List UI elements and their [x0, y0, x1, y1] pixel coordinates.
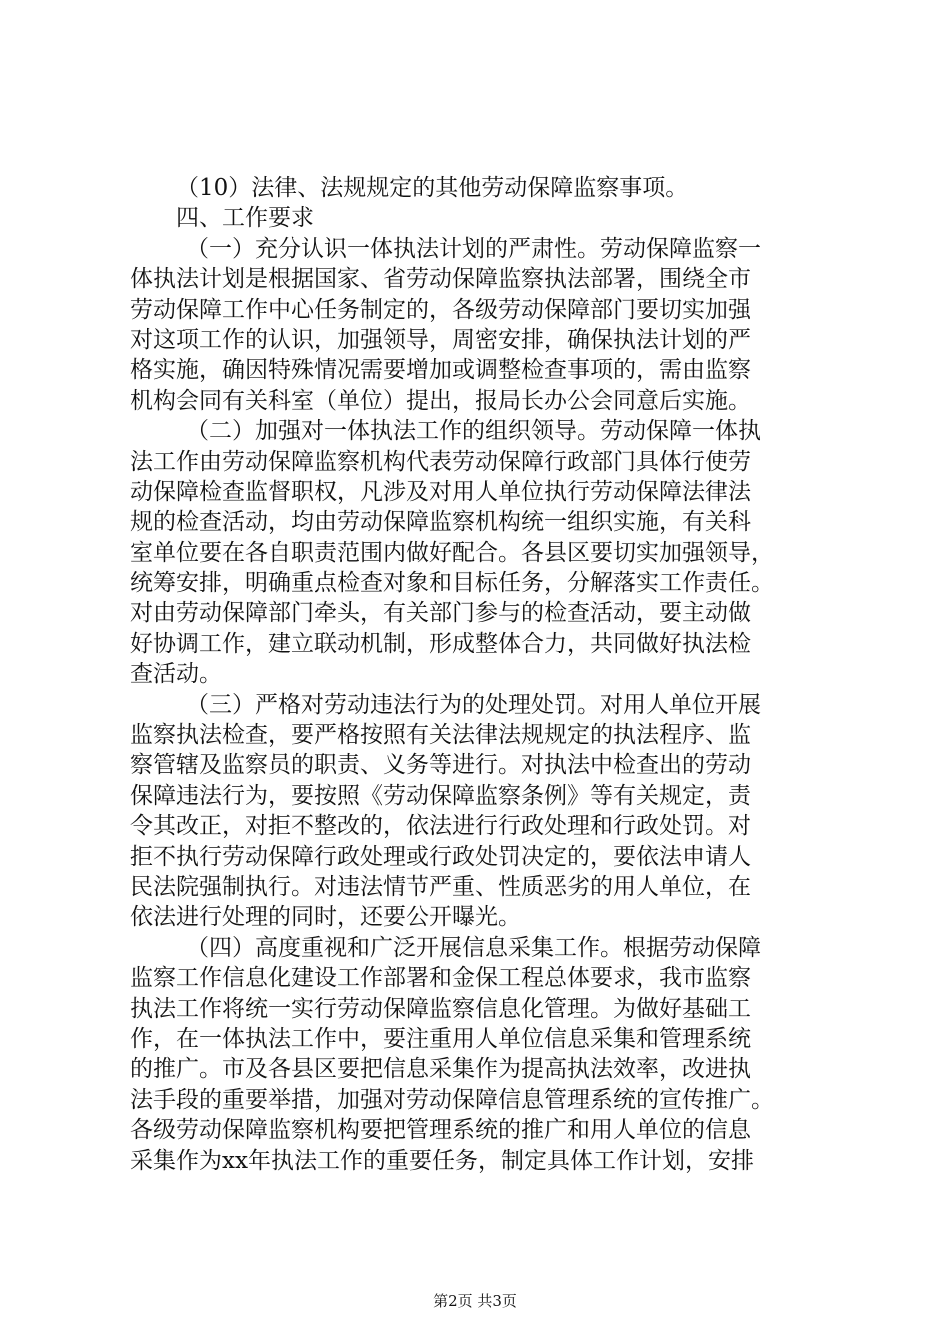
paragraph-line: 动保障检查监督职权，凡涉及对用人单位执行劳动保障法律法 [130, 478, 751, 505]
section-heading: 四、工作要求 [176, 205, 314, 232]
paragraph-line: 的推广。市及各县区要把信息采集作为提高执法效率，改进执 [130, 1056, 751, 1083]
document-body [130, 173, 830, 1176]
paragraph-line: （二）加强对一体执法工作的组织领导。劳动保障一体执 [186, 418, 761, 445]
paragraph-line: 格实施，确因特殊情况需要增加或调整检查事项的，需由监察 [130, 357, 751, 384]
paragraph-line: 监察执法检查，要严格按照有关法律法规规定的执法程序、监 [130, 722, 751, 749]
paragraph-line: 各级劳动保障监察机构要把管理系统的推广和用人单位的信息 [130, 1117, 751, 1144]
paragraph-line: 民法院强制执行。对违法情节严重、性质恶劣的用人单位，在 [130, 873, 751, 900]
paragraph-line: 对这项工作的认识，加强领导，周密安排，确保执法计划的严 [130, 326, 751, 353]
paragraph-line: （三）严格对劳动违法行为的处理处罚。对用人单位开展 [186, 691, 761, 718]
paragraph-line: 作，在一体执法工作中，要注重用人单位信息采集和管理系统 [130, 1025, 751, 1052]
paragraph-line: 统筹安排，明确重点检查对象和目标任务，分解落实工作责任。 [130, 570, 774, 597]
paragraph-line: 察管辖及监察员的职责、义务等进行。对执法中检查出的劳动 [130, 752, 751, 779]
page-number: 第2页 共3页 [433, 1292, 517, 1310]
paragraph-line: 采集作为xx年执法工作的重要任务，制定具体工作计划，安排 [130, 1147, 754, 1174]
paragraph-line: 法工作由劳动保障监察机构代表劳动保障行政部门具体行使劳 [130, 448, 751, 475]
paragraph-line: 劳动保障工作中心任务制定的，各级劳动保障部门要切实加强 [130, 296, 751, 323]
paragraph-line: 保障违法行为，要按照《劳动保障监察条例》等有关规定，责 [130, 782, 751, 809]
paragraph-line: （10）法律、法规规定的其他劳动保障监察事项。 [176, 175, 689, 201]
paragraph-line: 查活动。 [130, 661, 222, 688]
paragraph-line: 机构会同有关科室（单位）提出，报局长办公会同意后实施。 [130, 387, 751, 414]
paragraph-line: 令其改正，对拒不整改的，依法进行行政处理和行政处罚。对 [130, 813, 751, 840]
paragraph-line: 依法进行处理的同时，还要公开曝光。 [130, 904, 521, 931]
paragraph-line: 拒不执行劳动保障行政处理或行政处罚决定的，要依法申请人 [130, 843, 751, 870]
paragraph-line: 监察工作信息化建设工作部署和金保工程总体要求，我市监察 [130, 965, 751, 992]
paragraph-line: 规的检查活动，均由劳动保障监察机构统一组织实施，有关科 [130, 509, 751, 536]
paragraph-line: 对由劳动保障部门牵头，有关部门参与的检查活动，要主动做 [130, 600, 751, 627]
paragraph-line: （一）充分认识一体执法计划的严肃性。劳动保障监察一 [186, 235, 761, 262]
paragraph-line: 执法工作将统一实行劳动保障监察信息化管理。为做好基础工 [130, 995, 751, 1022]
paragraph-line: 法手段的重要举措，加强对劳动保障信息管理系统的宣传推广。 [130, 1086, 774, 1113]
paragraph-line: 室单位要在各自职责范围内做好配合。各县区要切实加强领导， [130, 539, 774, 566]
paragraph-line: 体执法计划是根据国家、省劳动保障监察执法部署，围绕全市 [130, 266, 751, 293]
page-footer [0, 1292, 950, 1310]
paragraph-line: （四）高度重视和广泛开展信息采集工作。根据劳动保障 [186, 934, 761, 961]
paragraph-line: 好协调工作，建立联动机制，形成整体合力，共同做好执法检 [130, 630, 751, 657]
